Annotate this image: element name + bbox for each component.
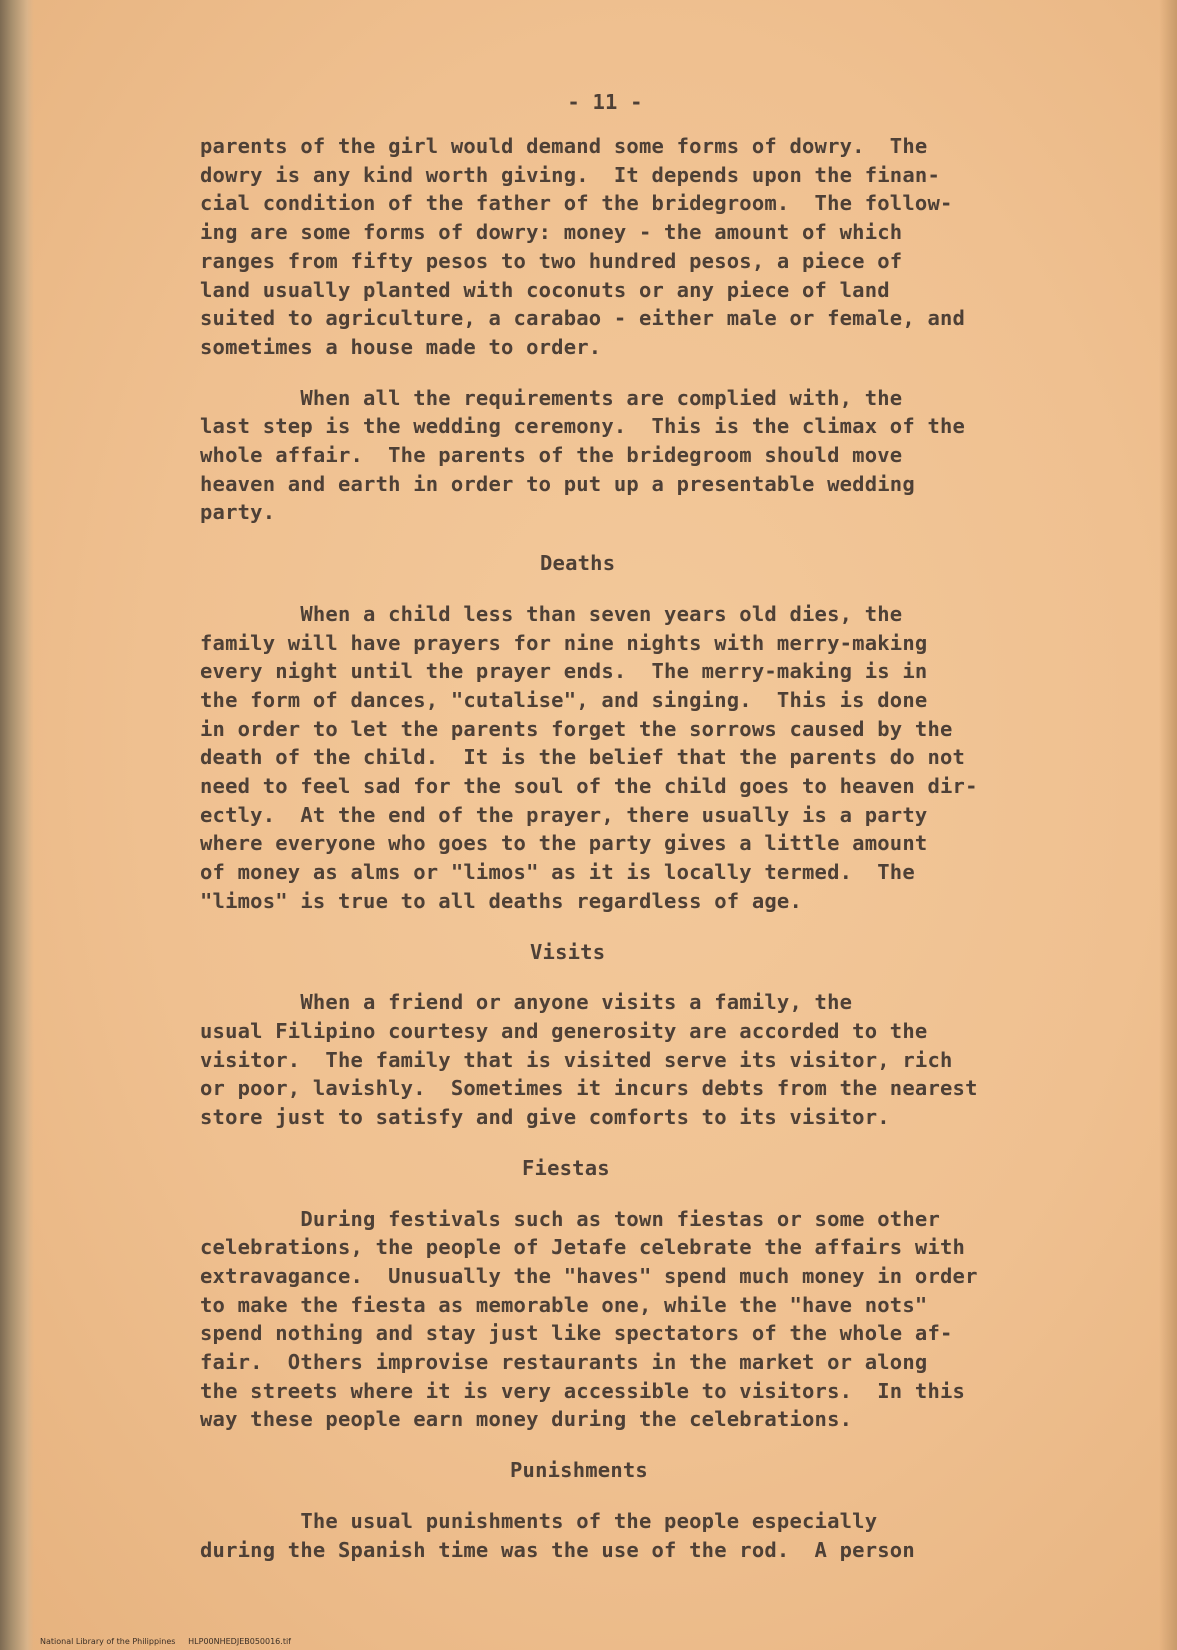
typed-text-column bbox=[200, 88, 1000, 1586]
paragraph-dowry: parents of the girl would demand some forms of dowry. The dowry is any kind worth giving. It depends upon the finan- cial condition of the father of the bridegroom. The follow- ing are some forms of dowry: money - the amount of which ranges from fifty pesos to two hundred pesos, a piece of land usually planted with coconuts or any piece of land suited to agriculture, a carabao - either male or female, and sometimes a house made to order. bbox=[200, 134, 966, 359]
footer-file: HLP00NHEDJEB050016.tif bbox=[188, 1637, 291, 1646]
paragraph-deaths: When a child less than seven years old dies, the family will have prayers for nine nights with merry-making every night until the prayer ends. The merry-making is in the form of dances, "cutalise", and singing. This is done in order to let the parents forget the sorrows caused by the death of the child. It is the belief that the parents do not need to feel sad for the soul of the child goes to heaven dir- ectly. At the end of the prayer, there usually is a party where everyone who goes to the party gives a little amount of money as alms or "limos" as it is locally termed. The "limos" is true to all deaths regardless of age. bbox=[200, 601, 978, 913]
heading-visits: Visits bbox=[530, 939, 606, 964]
page-number: - 11 - bbox=[567, 90, 643, 114]
paragraph-visits: When a friend or anyone visits a family, the usual Filipino courtesy and generosity are accorded to the visitor. The family that is visited serve its visitor, rich or poor, lavishly. Sometimes it incurs debts from the nearest store just to satisfy and give comforts to its visitor. bbox=[200, 990, 978, 1130]
binding-edge bbox=[0, 0, 34, 1650]
paragraph-punishments: The usual punishments of the people especially during the Spanish time was the use of the rod. A person bbox=[200, 1508, 915, 1562]
page-edge-shadow bbox=[1159, 0, 1177, 1650]
footer-library: National Library of the Philippines bbox=[40, 1637, 176, 1646]
heading-punishments: Punishments bbox=[510, 1458, 648, 1483]
scan-footer bbox=[40, 1637, 291, 1646]
paragraph-wedding: When all the requirements are complied with, the last step is the wedding ceremony. This is the climax of the whole affair. The parents of the bridegroom should move heaven and earth in order to put up a presentable wedding party. bbox=[200, 385, 966, 525]
heading-deaths: Deaths bbox=[540, 551, 616, 576]
paragraph-fiestas: During festivals such as town fiestas or some other celebrations, the people of Jetafe celebrate the affairs with extravagance. Unusually the "haves" spend much money in order to make the fiesta as memorable one, while the "have nots" spend nothing and stay just like spectators of the whole af- fair. Others improvise restaurants in the market or along the streets where it is very accessible to visitors. In this way these people earn money during the celebrations. bbox=[200, 1206, 978, 1432]
heading-fiestas: Fiestas bbox=[522, 1155, 610, 1180]
